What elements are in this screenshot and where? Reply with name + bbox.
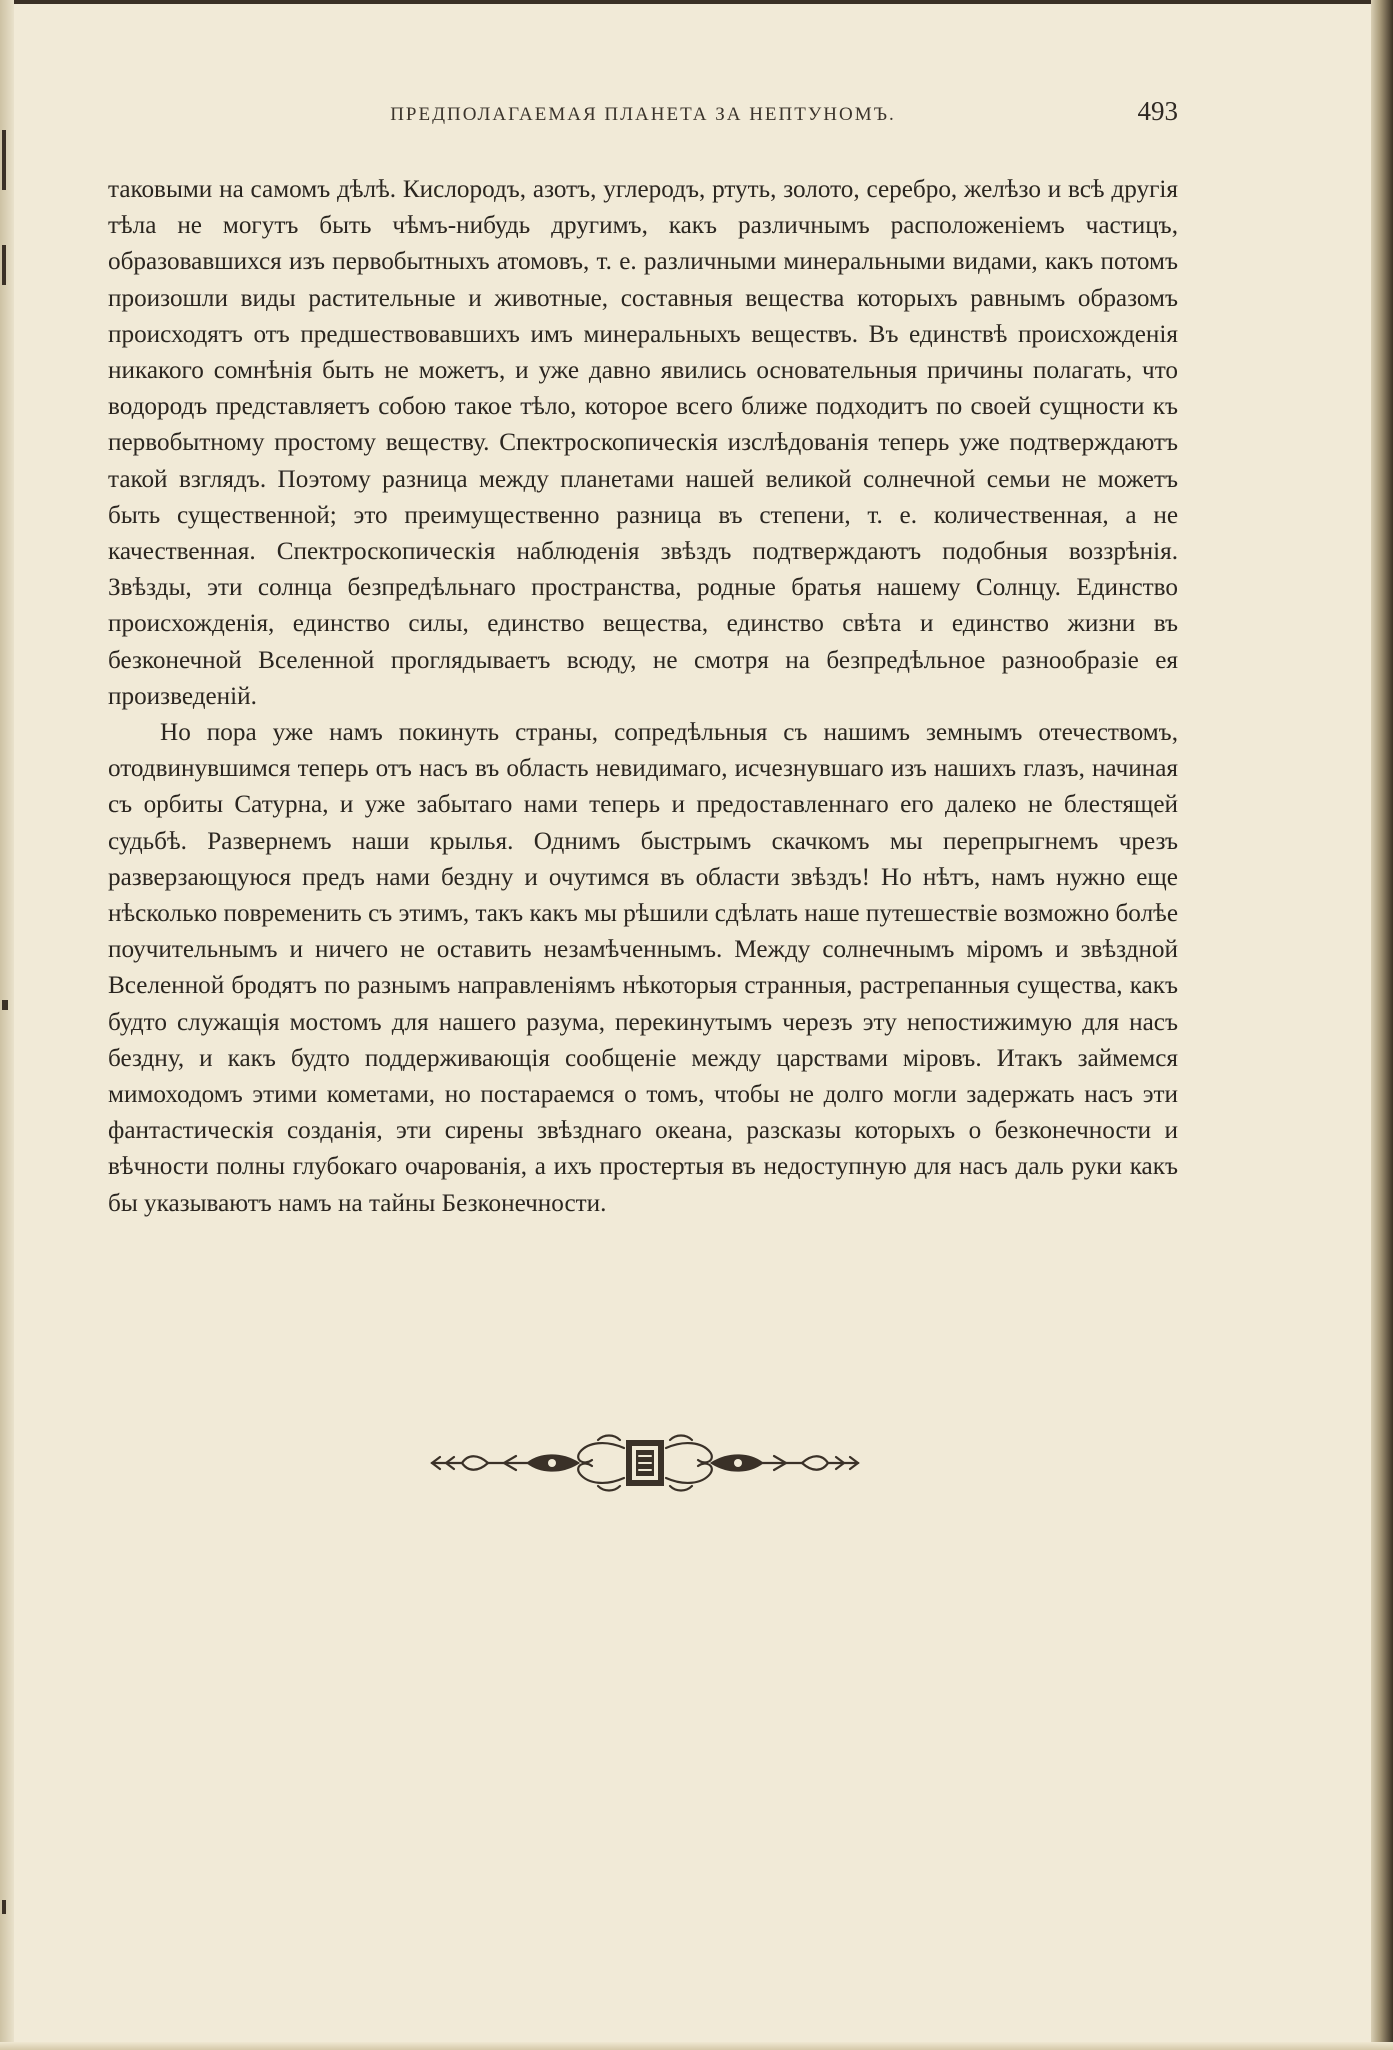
page-right-edge [1371, 0, 1393, 2050]
paragraph: Но пора уже намъ покинуть страны, сопредѣльныя съ нашимъ земнымъ отечествомъ, отодвинувшимся теперь отъ насъ въ область невидимаго, исчезнувшаго изъ нашихъ глазъ, начиная съ орбиты Сатурна, и уже забытаго нами теперь и предоставленнаго его далеко не блестящей судьбѣ. Развернемъ наши крылья. Однимъ быстрымъ скачкомъ мы перепрыгнемъ чрезъ разверзающуюся предъ нами бездну и очутимся въ области звѣздъ! Но нѣтъ, намъ нужно еще нѣсколько повременить съ этимъ, такъ какъ мы рѣшили сдѣлать наше путешествіе возможно болѣе поучительнымъ и ничего не оставить незамѣченнымъ. Между солнечнымъ міромъ и звѣздной Вселенной бродятъ по разнымъ направленіямъ нѣкоторыя странныя, растрепанныя существа, какъ будто служащія мостомъ для нашего разума, перекинутымъ черезъ эту непостижимую для насъ бездну, и какъ будто поддерживающія сообщеніе между царствами міровъ. Итакъ займемся мимоходомъ этими кометами, но постараемся о томъ, чтобы не долго могли задержать насъ эти фантастическія созданія, эти сирены звѣзднаго океана, разсказы которыхъ о безконечности и вѣчности полны глубокаго очарованія, а ихъ простертыя въ недоступную для насъ даль руки какъ бы указываютъ намъ на тайны Безконечности. [108, 719, 1178, 1217]
page-top-edge [0, 0, 1393, 4]
binding-mark [2, 1000, 8, 1010]
binding-mark [2, 1900, 6, 1914]
page-bottom-edge [0, 2042, 1393, 2050]
body-text [108, 172, 1178, 1222]
page-number: 493 [1137, 96, 1178, 126]
page-left-edge [0, 0, 14, 2050]
paragraph: таковыми на самомъ дѣлѣ. Кислородъ, азотъ, углеродъ, ртуть, золото, серебро, желѣзо и всѣ другія тѣла не могутъ быть чѣмъ-нибудь другимъ, какъ различнымъ расположеніемъ частицъ, образовавшихся изъ первобытныхъ атомовъ, т. е. различными минеральными видами, какъ потомъ произошли виды растительные и животные, составныя вещества которыхъ равнымъ образомъ происходятъ отъ предшествовавшихъ имъ минеральныхъ веществъ. Въ единствѣ происхожденія никакого сомнѣнія быть не можетъ, и уже давно явились основательныя причины полагать, что водородъ представляетъ собою такое тѣло, которое всего ближе подходитъ по своей сущности къ первобытному простому веществу. Спектроскопическія изслѣдованія теперь уже подтверждаютъ такой взглядъ. Поэтому разница между планетами нашей великой солнечной семьи не можетъ быть существенной; это преимущественно разница въ степени, т. е. количественная, а не качественная. Спектроскопическія наблюденія звѣздъ подтверждаютъ подобныя воззрѣнія. Звѣзды, эти солнца безпредѣльнаго пространства, родные братья нашему Солнцу. Единство происхожденія, единство силы, единство вещества, единство свѣта и единство жизни въ безконечной Вселенной проглядываетъ всюду, не смотря на безпредѣльное разнообразіе ея произведеній. [108, 176, 1178, 710]
tailpiece-ornament [428, 1428, 862, 1498]
binding-mark [2, 130, 6, 190]
running-title: ПРЕДПОЛАГАЕМАЯ ПЛАНЕТА ЗА НЕПТУНОМЪ. [390, 104, 896, 125]
binding-mark [2, 245, 6, 285]
page-header [108, 92, 1178, 142]
